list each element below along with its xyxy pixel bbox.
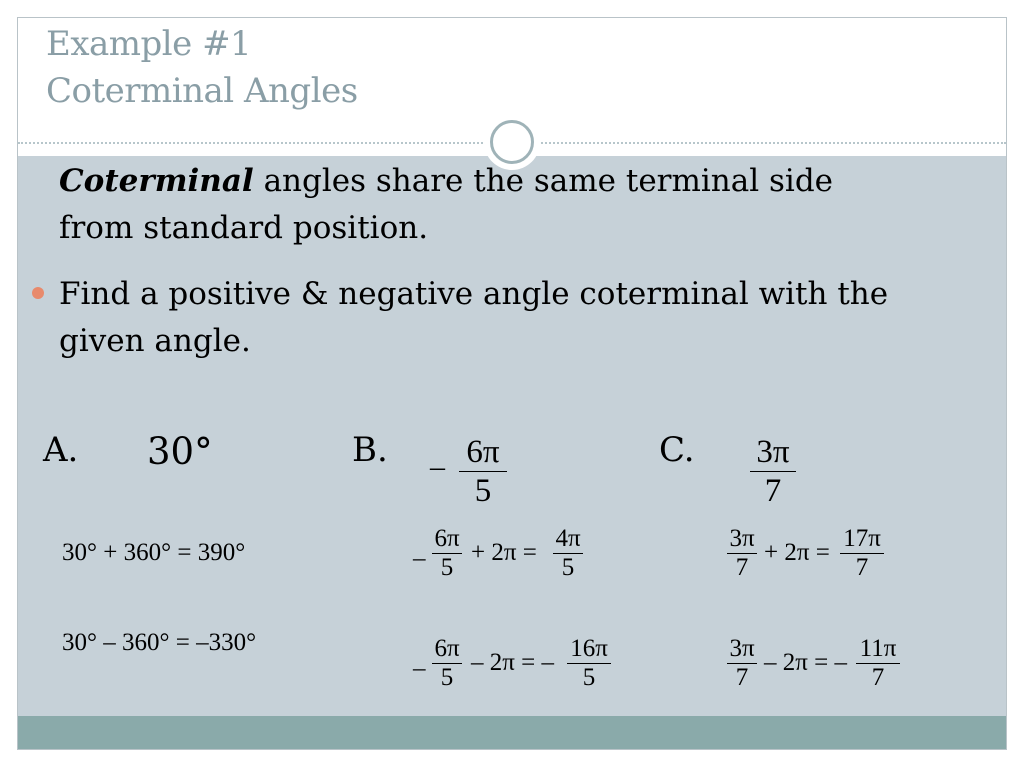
problem-c-fraction [750, 433, 796, 510]
slide-title-line-1: Example #1 [46, 24, 252, 64]
b-eq1-operator: + 2π = [471, 539, 537, 566]
c-eq2-denominator-1: 7 [735, 664, 749, 691]
problem-b-fraction [459, 433, 507, 510]
c-eq2-fraction-1 [727, 635, 757, 692]
b-eq1-numerator-2: 4π [555, 525, 581, 552]
b-eq2-numerator-2: 16π [570, 635, 608, 662]
b-eq2-fraction-1 [432, 635, 462, 692]
b-eq2-sign: – [413, 655, 426, 682]
c-eq2-numerator-1: 3π [729, 635, 755, 662]
bullet-line-1: Find a positive & negative angle coterminal with the [59, 276, 889, 312]
definition-text: angles share the same terminal side [253, 163, 834, 199]
footer-band [18, 716, 1006, 750]
b-eq2-denominator-2: 5 [582, 664, 596, 691]
b-eq1-numerator-1: 6π [434, 525, 460, 552]
problem-b-numerator: 6π [466, 434, 500, 470]
problem-a-angle: 30° [147, 430, 213, 473]
bullet-dot-icon [32, 287, 44, 299]
c-eq2-numerator-2: 11π [859, 635, 897, 662]
problem-b-sign: – [430, 450, 445, 483]
b-eq1-denominator-2: 5 [561, 554, 575, 581]
c-eq1-numerator-2: 17π [843, 525, 881, 552]
slide-title-line-2: Coterminal Angles [46, 71, 358, 111]
problem-c-numerator: 3π [756, 434, 790, 470]
problem-a-label: A. [43, 430, 79, 470]
c-eq1-denominator-2: 7 [855, 554, 869, 581]
b-eq1-fraction-1 [432, 525, 462, 582]
definition-term: Coterminal [59, 163, 254, 199]
definition-line-2: from standard position. [59, 210, 429, 246]
bullet-line-2: given angle. [59, 323, 251, 359]
c-eq1-numerator-1: 3π [729, 525, 755, 552]
b-eq2-operator: – 2π = – [471, 649, 554, 676]
b-eq2-fraction-2 [567, 635, 611, 692]
b-eq1-denominator-1: 5 [440, 554, 454, 581]
c-eq2-operator: – 2π = – [764, 649, 847, 676]
problem-c-denominator: 7 [764, 473, 782, 509]
c-eq1-operator: + 2π = [764, 539, 830, 566]
c-eq2-denominator-2: 7 [871, 664, 885, 691]
b-eq1-sign: – [413, 545, 426, 572]
definition-paragraph [59, 158, 833, 252]
problem-b-denominator: 5 [474, 473, 492, 509]
problem-b-label: B. [352, 430, 388, 470]
b-eq1-fraction-2 [553, 525, 583, 582]
b-eq2-numerator-1: 6π [434, 635, 460, 662]
c-eq1-fraction-2 [840, 525, 884, 582]
bullet-paragraph [59, 271, 888, 365]
c-eq1-denominator-1: 7 [735, 554, 749, 581]
problem-c-label: C. [659, 430, 695, 470]
problem-a-equation-2: 30° – 360° = –330° [62, 629, 257, 656]
c-eq1-fraction-1 [727, 525, 757, 582]
definition-line-1 [59, 158, 833, 205]
b-eq2-denominator-1: 5 [440, 664, 454, 691]
problem-a-equation-1: 30° + 360° = 390° [62, 539, 246, 566]
c-eq2-fraction-2 [856, 635, 900, 692]
